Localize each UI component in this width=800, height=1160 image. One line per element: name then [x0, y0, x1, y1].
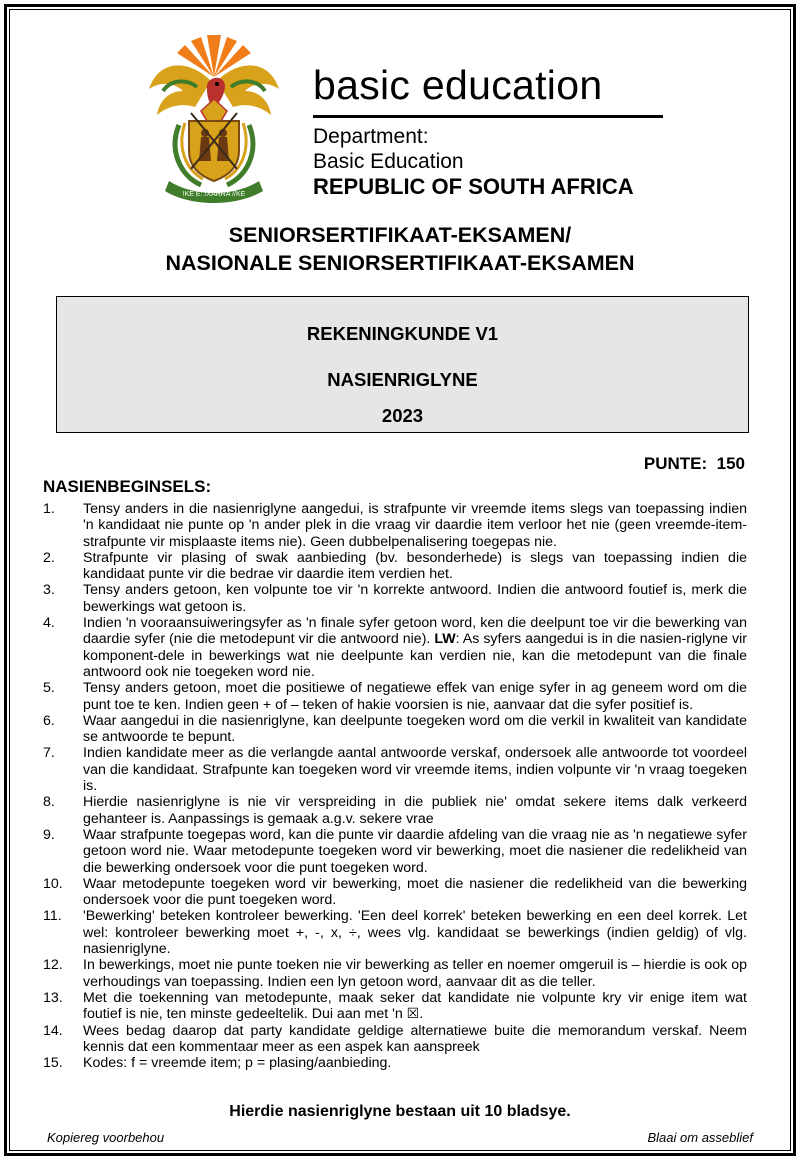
list-item: 15. Kodes: f = vreemde item; p = plasing/aanbieding. [43, 1055, 392, 1072]
department-line-1: Department: [313, 125, 429, 148]
brand-divider [313, 115, 663, 118]
list-item: 11. 'Bewerking' beteken kontroleer bewerking. 'Een deel korrek' beteken bewerking en een deel korrek. Let wel: kontroleer bewerking moet +, -, x, ÷, wees vlg. kandidaat se bewerkings (indien geldig) of vlg. nasienriglyne. [43, 908, 747, 958]
marks-value: 150 [716, 454, 745, 473]
list-item: 1. Tensy anders in die nasienriglyne aangedui, is strafpunte vir vreemde items slegs van toepassing indien 'n kandidaat nie punte op 'n ander plek in die vraag vir daardie item verloor het nie (geen vreemde-item-strafpunte vir misplaaste items nie). Geen dubbelpenalisering toegepas nie. [43, 501, 747, 550]
list-item: 10. Waar metodepunte toegeken word vir bewerking, moet die nasiener die redelikheid van die bewerking ondersoek voor die punt toegeken word. [43, 875, 747, 909]
exam-year: 2023 [381, 405, 424, 426]
crest-motto-text: !KE E: /XARRA //KE [182, 191, 246, 198]
shield [189, 121, 239, 181]
total-marks [644, 454, 745, 474]
coat-of-arms-logo [139, 29, 289, 205]
marks-label: PUNTE: [643, 454, 708, 473]
principles-heading: NASIENBEGINSELS: [43, 477, 212, 496]
list-item: 2. Strafpunte vir plasing of swak aanbieding (bv. besonderhede) is slegs van toepassing indien die kandidaat punte vir die bedrae vir daardie item verdien het. [43, 549, 747, 583]
left-wing [149, 65, 211, 115]
list-item: 13. Met die toekenning van metodepunte, maak seker dat kandidate nie volpunte kry vir enige item wat foutief is nie, ten minste gedeeltelik. Dui aan met 'n ☒. [43, 989, 747, 1023]
note-label: LW [434, 631, 456, 648]
list-item: 5. Tensy anders getoon, moet die positiewe of negatiewe effek van enige syfer in ag geneem word om die punt toe te ken. Indien geen + of – teken of hakie voorsien is nie, aanvaar dat die syfer positief is. [43, 680, 747, 713]
turn-over-notice: Blaai om asseblief [647, 1130, 753, 1145]
exam-title-line-1: SENIORSERTIFIKAAT-EKSAMEN/ [228, 223, 572, 247]
exam-title-line-2: NASIONALE SENIORSERTIFIKAAT-EKSAMEN [165, 251, 635, 275]
document-type: NASIENRIGLYNE [327, 369, 478, 390]
list-item: 4. Indien 'n vooraansuiweringsyfer as 'n finale syfer getoon word, ken die deelpunt toe vir die bewerking van daardie syfer (nie die metodepunt vir die antwoord nie). LW: As syfers aangedui is in die nasien-riglyne vir komponent-dele in bewerkings wat nie deelpunte kan verdien nie, kan die metodepunt van die finale antwoord ook nie toegeken word nie. [43, 615, 747, 680]
list-item: 12. In bewerkings, moet nie punte toeken nie vir bewerking as teller en noemer omgeruil is – hierdie is ook op verhoudings van toepassing. Indien een lyn getoon word, aanvaar dit as die teller. [43, 957, 747, 990]
department-branding [313, 63, 665, 199]
list-item: 7. Indien kandidate meer as die verlangde aantal antwoorde verskaf, ondersoek alle antwoorde tot voordeel van die kandidaat. Strafpunte kan toegeken word vir vreemde items, indien volpunte vir 'n vraag toegeken is. [43, 745, 747, 795]
list-item: 8. Hierdie nasienriglyne is nie vir verspreiding in die publiek nie' omdat sekere items dalk verkeerd gehanteer is. Aanpassings is gemaak a.g.v. sekere vrae [43, 794, 747, 827]
subject-name: REKENINGKUNDE V1 [306, 323, 499, 344]
subject-box [56, 296, 749, 433]
list-item: 14. Wees bedag daarop dat party kandidate geldige alternatiewe buite die memorandum verskaf. Neem kennis dat een kommentaar meer as een aspek kan aanspreek [43, 1022, 747, 1055]
list-item: 3. Tensy anders getoon, ken volpunte toe vir 'n korrekte antwoord. Indien die antwoord foutief is, merk die bewerkings wat getoon is. [43, 582, 747, 615]
country-name: REPUBLIC OF SOUTH AFRICA [313, 174, 634, 199]
list-item: 6. Waar aangedui in die nasienriglyne, kan deelpunte toegeken word om die verkil in kwaliteit van kandidate se antwoorde te bepunt. [43, 712, 747, 746]
list-item: 9. Waar strafpunte toegepas word, kan die punte vir daardie afdeling van die vraag nie as 'n negatiewe syfer getoon word nie. Waar metodepunte toegeken word vir bewerking, moet die nasiener die redelikheid van die bewerking ondersoek voor die punt toegeken word. [43, 826, 747, 876]
marking-principles-list [43, 501, 747, 1071]
page-count-note: Hierdie nasienriglyne bestaan uit 10 bladsye. [229, 1103, 571, 1120]
brand-title: basic education [313, 62, 603, 108]
copyright-notice: Kopiereg voorbehou [47, 1130, 165, 1145]
right-wing [217, 65, 279, 115]
page-frame [4, 4, 796, 1156]
department-line-2: Basic Education [313, 150, 464, 173]
